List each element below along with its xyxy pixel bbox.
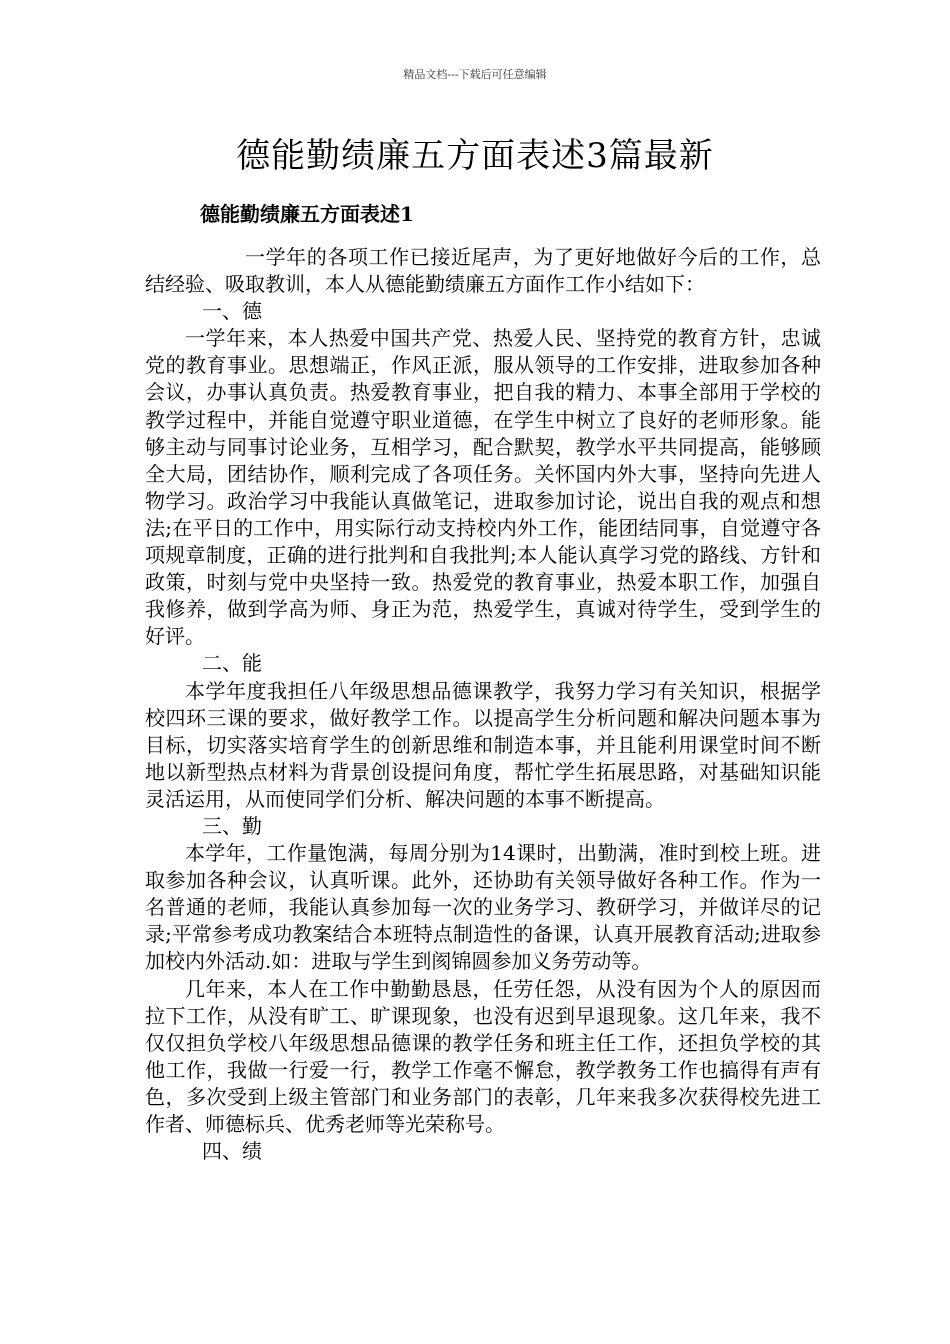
section-paragraph-de: 一学年来，本人热爱中国共产党、热爱人民、坚持党的教育方针，忠诚党的教育事业。思想端正，作风正派，服从领导的工作安排，进取参加各种会议，办事认真负责。热爱教育事业，把自我的精力、本事全部用于学校的教学过程中，并能自觉遵守职业道德，在学生中树立了良好的老师形象。能够主动与同事讨论业务，互相学习，配合默契，教学水平共同提高，能够顾全大局，团结协作，顺利完成了各项任务。关怀国内外大事，坚持向先进人物学习。政治学习中我能认真做笔记，进取参加讨论，说出自我的观点和想法;在平日的工作中，用实际行动支持校内外工作，能团结同事，自觉遵守各项规章制度，正确的进行批判和自我批判;本人能认真学习党的路线、方针和政策，时刻与党中央坚持一致。热爱党的教育事业，热爱本职工作，加强自我修养，做到学高为师、身正为范，热爱学生，真诚对待学生，受到学生的好评。	[145, 326, 821, 649]
section-heading-neng: 二、能	[202, 651, 262, 676]
page-header: 精品文档---下载后可任意编辑	[403, 68, 547, 81]
section-paragraph-neng: 本学年度我担任八年级思想品德课教学，我努力学习有关知识，根据学校四环三课的要求，做好教学工作。以提高学生分析问题和解决问题本事为目标，切实落实培育学生的创新思维和制造本事，并且能利用课堂时间不断地以新型热点材料为背景创设提问角度，帮忙学生拓展思路，对基础知识能灵活运用，从而使同学们分析、解决问题的本事不断提高。	[145, 678, 821, 811]
intro-paragraph: 一学年的各项工作已接近尾声，为了更好地做好今后的工作，总结经验、吸取教训，本人从德能勤绩廉五方面作工作小结如下：	[145, 245, 821, 297]
section-heading-de: 一、德	[202, 299, 262, 324]
document-subtitle: 德能勤绩廉五方面表述1	[200, 202, 414, 226]
section-heading-ji: 四、绩	[202, 1139, 262, 1164]
section-paragraph-qin-2: 几年来，本人在工作中勤勤恳恳，任劳任怨，从没有因为个人的原因而拉下工作，从没有旷工、旷课现象，也没有迟到早退现象。这几年来，我不仅仅担负学校八年级思想品德课的教学任务和班主任工作，还担负学校的其他工作，我做一行爱一行，教学工作毫不懈怠，教学教务工作也搞得有声有色，多次受到上级主管部门和业务部门的表彰，几年来我多次获得校先进工作者、师德标兵、优秀老师等光荣称号。	[145, 976, 821, 1136]
document-body	[145, 244, 821, 1165]
section-paragraph-qin: 本学年，工作量饱满，每周分别为14课时，出勤满，准时到校上班。进取参加各种会议，认真听课。此外，还协助有关领导做好各种工作。作为一名普通的老师，我能认真参加每一次的业务学习、教研学习，并做详尽的记录;平常参考成功教案结合本班特点制造性的备课，认真开展教育活动;进取参加校内外活动.如：进取与学生到阂锦圆参加义务劳动等。	[145, 841, 821, 974]
section-heading-qin: 三、勤	[202, 813, 262, 838]
document-title: 德能勤绩廉五方面表述3篇最新	[236, 136, 714, 176]
